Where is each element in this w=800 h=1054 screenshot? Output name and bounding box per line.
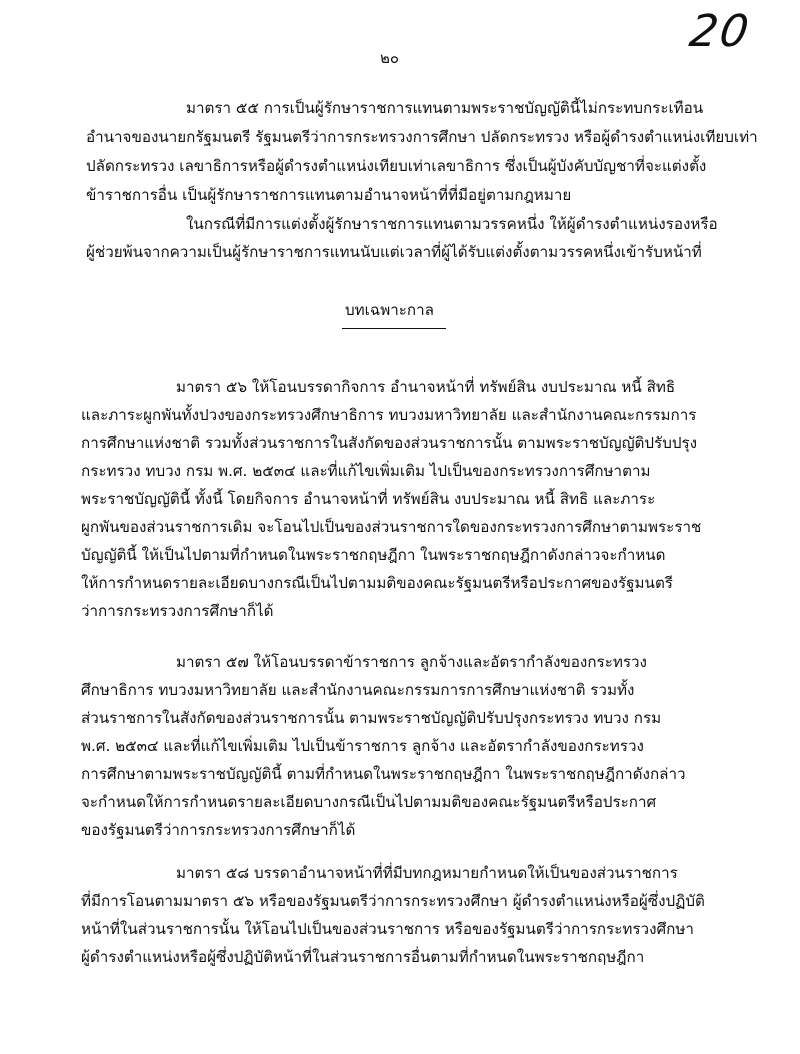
paragraph-line: ผู้ดำรงตำแหน่งหรือผู้ซึ่งปฏิบัติหน้าที่ในส่วนราชการอื่นตามที่กำหนดในพระราชกฤษฎีกา bbox=[81, 948, 645, 966]
paragraph-line: ผู้ช่วยพ้นจากความเป็นผู้รักษาราชการแทนนับแต่เวลาที่ผู้ได้รับแต่งตั้งตามวรรคหนึ่งเข้ารับหน้าที่ bbox=[86, 243, 702, 261]
section-heading: บทเฉพาะกาล bbox=[345, 301, 434, 319]
paragraph-line: ข้าราชการอื่น เป็นผู้รักษาราชการแทนตามอำนาจหน้าที่ที่มีอยู่ตามกฎหมาย bbox=[86, 186, 572, 204]
page-number: ๒๐ bbox=[380, 49, 400, 67]
paragraph-line: หน้าที่ในส่วนราชการนั้น ให้โอนไปเป็นของส่วนราชการ หรือของรัฐมนตรีว่าการกระทรวงศึกษา bbox=[81, 920, 694, 938]
heading-underline bbox=[342, 328, 446, 329]
paragraph-line: บัญญัตินี้ ให้เป็นไปตามที่กำหนดในพระราชกฤษฎีกา ในพระราชกฤษฎีกาดังกล่าวจะกำหนด bbox=[81, 546, 666, 564]
paragraph-line: จะกำหนดให้การกำหนดรายละเอียดบางกรณีเป็นไปตามมติของคณะรัฐมนตรีหรือประกาศ bbox=[81, 793, 657, 811]
paragraph-line: อำนาจของนายกรัฐมนตรี รัฐมนตรีว่าการกระทรวงการศึกษา ปลัดกระทรวง หรือผู้ดำรงตำแหน่งเทียบเท่า bbox=[86, 128, 758, 146]
paragraph-line: ปลัดกระทรวง เลขาธิการหรือผู้ดำรงตำแหน่งเทียบเท่าเลขาธิการ ซึ่งเป็นผู้บังคับบัญชาที่จะแต่งตั้ง bbox=[86, 157, 707, 175]
handwritten-page-number: 20 bbox=[686, 6, 754, 57]
paragraph-line: ผูกพันของส่วนราชการเดิม จะโอนไปเป็นของส่วนราชการใดของกระทรวงการศึกษาตามพระราช bbox=[81, 518, 702, 536]
paragraph-line: ในกรณีที่มีการแต่งตั้งผู้รักษาราชการแทนตามวรรคหนึ่ง ให้ผู้ดำรงตำแหน่งรองหรือ bbox=[186, 215, 718, 233]
paragraph-line: กระทรวง ทบวง กรม พ.ศ. ๒๕๓๔ และที่แก้ไขเพิ่มเติม ไปเป็นของกระทรวงการศึกษาตาม bbox=[81, 462, 651, 480]
paragraph-line: ของรัฐมนตรีว่าการกระทรวงการศึกษาก็ได้ bbox=[81, 821, 356, 839]
paragraph-line: ส่วนราชการในสังกัดของส่วนราชการนั้น ตามพระราชบัญญัติปรับปรุงกระทรวง ทบวง กรม bbox=[81, 709, 662, 727]
paragraph-line: มาตรา ๕๘ บรรดาอำนาจหน้าที่ที่มีบทกฎหมายกำหนดให้เป็นของส่วนราชการ bbox=[176, 864, 678, 882]
paragraph-line: ว่าการกระทรวงการศึกษาก็ได้ bbox=[81, 602, 274, 620]
paragraph-line: การศึกษาตามพระราชบัญญัตินี้ ตามที่กำหนดในพระราชกฤษฎีกา ในพระราชกฤษฎีกาดังกล่าว bbox=[81, 765, 686, 783]
paragraph-line: และภาระผูกพันทั้งปวงของกระทรวงศึกษาธิการ ทบวงมหาวิทยาลัย และสำนักงานคณะกรรมการ bbox=[81, 406, 697, 424]
paragraph-line: การศึกษาแห่งชาติ รวมทั้งส่วนราชการในสังกัดของส่วนราชการนั้น ตามพระราชบัญญัติปรับปรุง bbox=[81, 434, 698, 452]
paragraph-line: มาตรา ๕๗ ให้โอนบรรดาข้าราชการ ลูกจ้างและอัตรากำลังของกระทรวง bbox=[176, 653, 647, 671]
paragraph-line: พระราชบัญญัตินี้ ทั้งนี้ โดยกิจการ อำนาจหน้าที่ ทรัพย์สิน งบประมาณ หนี้ สิทธิ และภาระ bbox=[81, 490, 656, 508]
paragraph-line: ศึกษาธิการ ทบวงมหาวิทยาลัย และสำนักงานคณะกรรมการการศึกษาแห่งชาติ รวมทั้ง bbox=[81, 681, 635, 699]
paragraph-line: ที่มีการโอนตามมาตรา ๕๖ หรือของรัฐมนตรีว่าการกระทรวงศึกษา ผู้ดำรงตำแหน่งหรือผู้ซึ่งปฏิบัติ bbox=[81, 892, 705, 910]
paragraph-line: พ.ศ. ๒๕๓๔ และที่แก้ไขเพิ่มเติม ไปเป็นข้าราชการ ลูกจ้าง และอัตรากำลังของกระทรวง bbox=[81, 737, 644, 755]
paragraph-line: มาตรา ๕๖ ให้โอนบรรดากิจการ อำนาจหน้าที่ ทรัพย์สิน งบประมาณ หนี้ สิทธิ bbox=[176, 378, 676, 396]
paragraph-line: มาตรา ๕๕ การเป็นผู้รักษาราชการแทนตามพระราชบัญญัตินี้ไม่กระทบกระเทือน bbox=[186, 99, 704, 117]
paragraph-line: ให้การกำหนดรายละเอียดบางกรณีเป็นไปตามมติของคณะรัฐมนตรีหรือประกาศของรัฐมนตรี bbox=[81, 574, 673, 592]
